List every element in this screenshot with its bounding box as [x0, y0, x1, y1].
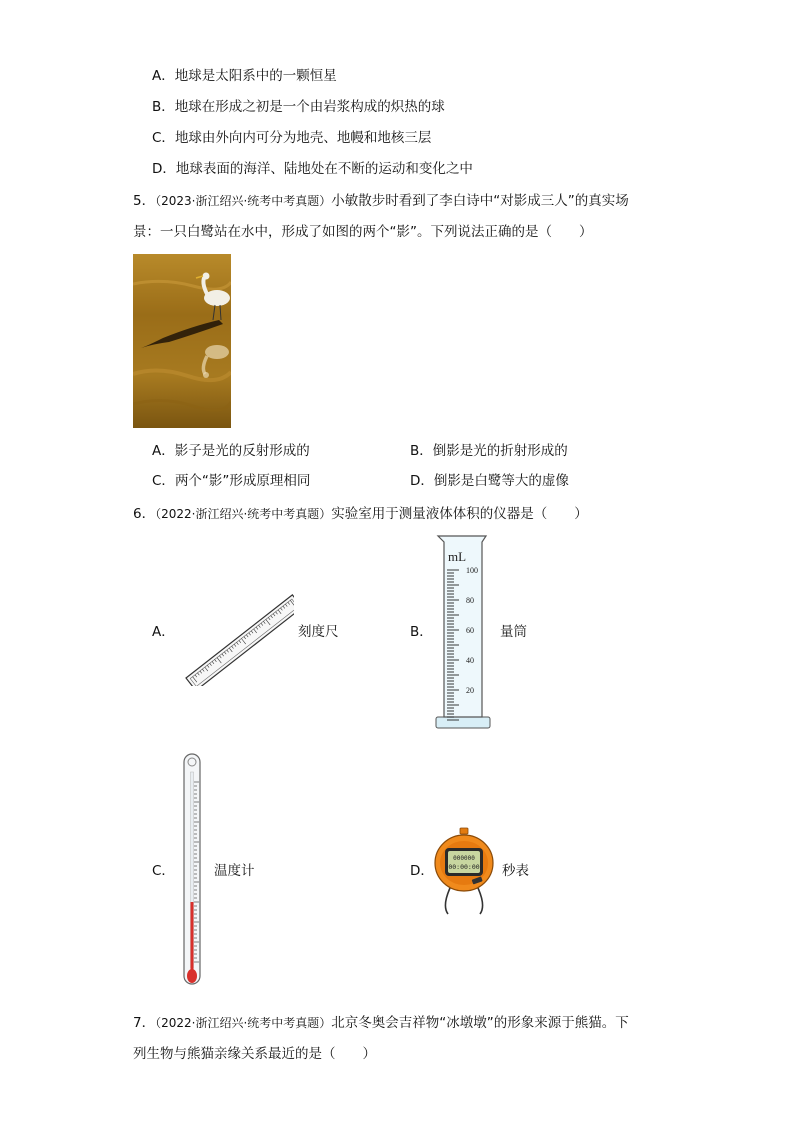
- option-letter: B．: [410, 443, 433, 459]
- option-text: 倒影是白鹭等大的虚像: [433, 473, 569, 489]
- option-letter: A．: [152, 68, 175, 84]
- q4-option-d: [152, 159, 473, 179]
- question-text: 实验室用于测量液体体积的仪器是（ ）: [331, 506, 588, 522]
- stopwatch-display-bottom: 00:00:00: [448, 863, 480, 871]
- option-letter: C．: [152, 473, 175, 489]
- option-letter: D．: [410, 473, 434, 489]
- cylinder-tick-label: 80: [466, 596, 474, 605]
- option-text: 两个“影”形成原理相同: [174, 473, 311, 489]
- question-text: 北京冬奥会吉祥物“冰墩墩”的形象来源于熊猫。下: [331, 1015, 629, 1031]
- option-text: 地球由外向内可分为地壳、地幔和地核三层: [174, 130, 432, 146]
- q6-option-a-letter: A．: [152, 624, 175, 640]
- q5-option-c: [152, 471, 310, 491]
- thermometer-image: [180, 752, 204, 990]
- q5-option-b: [410, 441, 568, 461]
- option-text: 地球是太阳系中的一颗恒星: [174, 68, 337, 84]
- cylinder-tick-label: 60: [466, 626, 474, 635]
- question-source: （2023·浙江绍兴·统考中考真题）: [155, 194, 332, 208]
- q5-stem-line2: [133, 222, 593, 242]
- q6-option-a-text: 刻度尺: [298, 624, 339, 640]
- option-text: 地球在形成之初是一个由岩浆构成的炽热的球: [174, 99, 445, 115]
- q7-stem-line1: [133, 1013, 629, 1033]
- cylinder-tick-label: 40: [466, 656, 474, 665]
- egret-photo: [133, 254, 231, 428]
- question-text: 小敏散步时看到了李白诗中“对影成三人”的真实场: [331, 193, 629, 209]
- option-text: 地球表面的海洋、陆地处在不断的运动和变化之中: [175, 161, 473, 177]
- q4-option-b: [152, 97, 445, 117]
- q6-option-d-letter: D．: [410, 863, 434, 879]
- q7-stem-line2: [133, 1044, 376, 1064]
- question-number: 7．: [133, 1015, 156, 1031]
- q4-option-a: [152, 66, 337, 86]
- q5-stem-line1: [133, 191, 629, 211]
- q6-option-b-letter: B．: [410, 624, 433, 640]
- q6-option-c-letter: C．: [152, 863, 175, 879]
- question-source: （2022·浙江绍兴·统考中考真题）: [155, 1016, 332, 1030]
- q6-option-c-text: 温度计: [214, 863, 255, 879]
- option-letter: D．: [152, 161, 176, 177]
- option-letter: C．: [152, 130, 175, 146]
- ruler-image: [178, 578, 294, 686]
- option-letter: B．: [152, 99, 175, 115]
- option-text: 影子是光的反射形成的: [174, 443, 310, 459]
- question-text: 列生物与熊猫亲缘关系最近的是（ ）: [133, 1046, 376, 1062]
- q6-stem: [133, 504, 588, 524]
- question-text: 景：一只白鹭站在水中，形成了如图的两个“影”。下列说法正确的是（ ）: [133, 224, 593, 240]
- question-number: 5．: [133, 193, 156, 209]
- option-letter: A．: [152, 443, 175, 459]
- q4-option-c: [152, 128, 431, 148]
- q5-option-d: [410, 471, 569, 491]
- stopwatch-display-top: 000000: [453, 855, 475, 862]
- stopwatch-image: [432, 826, 496, 916]
- q6-option-b-text: 量筒: [500, 624, 527, 640]
- cylinder-tick-label: 20: [466, 686, 474, 695]
- question-number: 6．: [133, 506, 156, 522]
- cylinder-tick-label: 100: [466, 566, 478, 575]
- q6-option-d-text: 秒表: [502, 863, 529, 879]
- cylinder-unit: mL: [448, 549, 467, 564]
- q5-option-a: [152, 441, 310, 461]
- graduated-cylinder-image: [434, 534, 494, 731]
- question-source: （2022·浙江绍兴·统考中考真题）: [155, 507, 332, 521]
- option-text: 倒影是光的折射形成的: [432, 443, 568, 459]
